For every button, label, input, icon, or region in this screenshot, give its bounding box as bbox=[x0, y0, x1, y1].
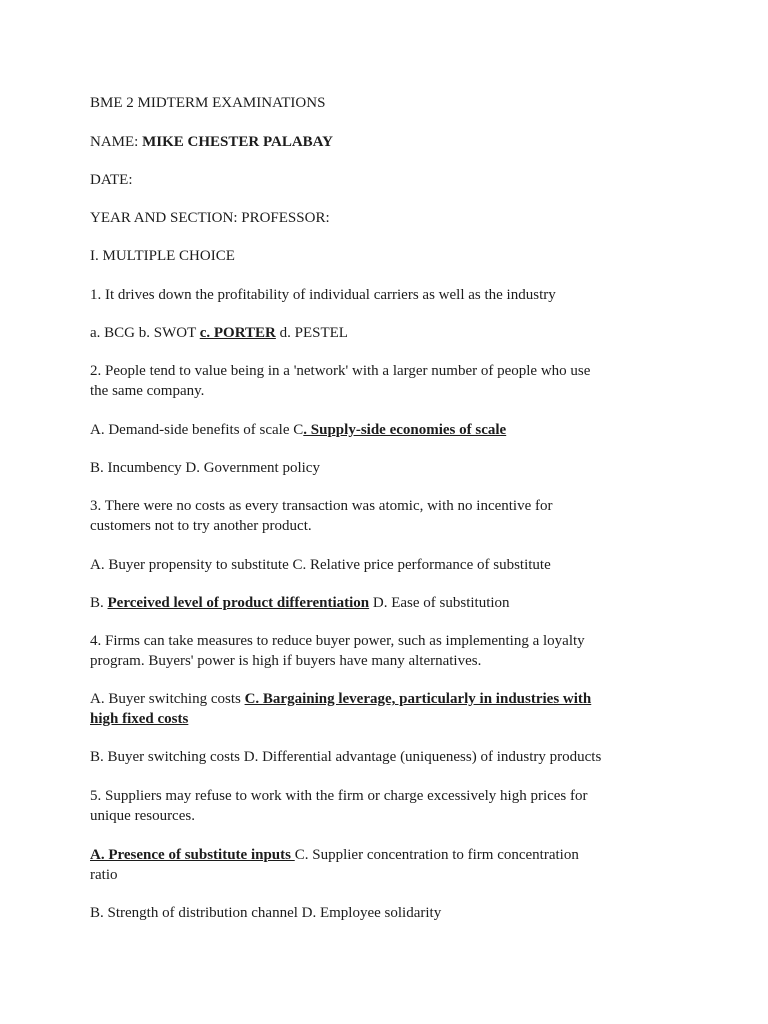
question-3-line-1: 3. There were no costs as every transaction was atomic, with no incentive for bbox=[90, 498, 553, 514]
question-3-choices-b bbox=[90, 593, 690, 613]
question-2-line-1: 2. People tend to value being in a 'network' with a larger number of people who use bbox=[90, 363, 591, 379]
question-1: 1. It drives down the profitability of individual carriers as well as the industry bbox=[90, 287, 556, 303]
section-title: I. MULTIPLE CHOICE bbox=[90, 248, 235, 264]
year-section-line: YEAR AND SECTION: PROFESSOR: bbox=[90, 210, 330, 226]
question-5-choices-a bbox=[90, 845, 690, 865]
choice-text: C. Supplier concentration to firm concentration bbox=[294, 847, 579, 863]
question-2-choices-a bbox=[90, 420, 690, 440]
question-5-choices-b: B. Strength of distribution channel D. Employee solidarity bbox=[90, 905, 442, 921]
selected-answer: Perceived level of product differentiation bbox=[107, 595, 370, 611]
choice-text: A. Demand-side benefits of scale C bbox=[90, 422, 304, 438]
question-2-line-2: the same company. bbox=[90, 383, 205, 399]
question-5-line-1: 5. Suppliers may refuse to work with the firm or charge excessively high prices for bbox=[90, 788, 588, 804]
name-label: NAME: bbox=[90, 134, 143, 150]
question-5-line-2: unique resources. bbox=[90, 808, 195, 824]
question-5-choices-a-cont: ratio bbox=[90, 867, 118, 883]
name-line bbox=[90, 132, 690, 152]
question-4-choices-b: B. Buyer switching costs D. Differential advantage (uniqueness) of industry products bbox=[90, 749, 602, 765]
question-4-line-2: program. Buyers' power is high if buyers have many alternatives. bbox=[90, 653, 482, 669]
date-line: DATE: bbox=[90, 172, 133, 188]
question-4-line-1: 4. Firms can take measures to reduce buyer power, such as implementing a loyalty bbox=[90, 633, 585, 649]
name-value: MIKE CHESTER PALABAY bbox=[142, 134, 333, 150]
selected-answer: c. PORTER bbox=[199, 325, 276, 341]
question-4-choices-a-cont bbox=[90, 709, 690, 729]
choice-text: D. Ease of substitution bbox=[369, 595, 510, 611]
choice-text: a. BCG b. SWOT bbox=[90, 325, 200, 341]
question-3-choices-a: A. Buyer propensity to substitute C. Relative price performance of substitute bbox=[90, 557, 551, 573]
selected-answer: . Supply-side economies of scale bbox=[303, 422, 507, 438]
exam-title: BME 2 MIDTERM EXAMINATIONS bbox=[90, 95, 326, 111]
selected-answer: C. Bargaining leverage, particularly in industries with bbox=[244, 691, 592, 707]
choice-text: A. Buyer switching costs bbox=[90, 691, 245, 707]
question-4-choices-a bbox=[90, 689, 690, 709]
choice-text: B. bbox=[90, 595, 108, 611]
question-3-line-2: customers not to try another product. bbox=[90, 518, 312, 534]
choice-text: d. PESTEL bbox=[275, 325, 348, 341]
question-1-choices bbox=[90, 323, 690, 343]
question-2-choices-b: B. Incumbency D. Government policy bbox=[90, 460, 320, 476]
selected-answer: A. Presence of substitute inputs bbox=[90, 847, 295, 863]
selected-answer: high fixed costs bbox=[90, 711, 189, 727]
